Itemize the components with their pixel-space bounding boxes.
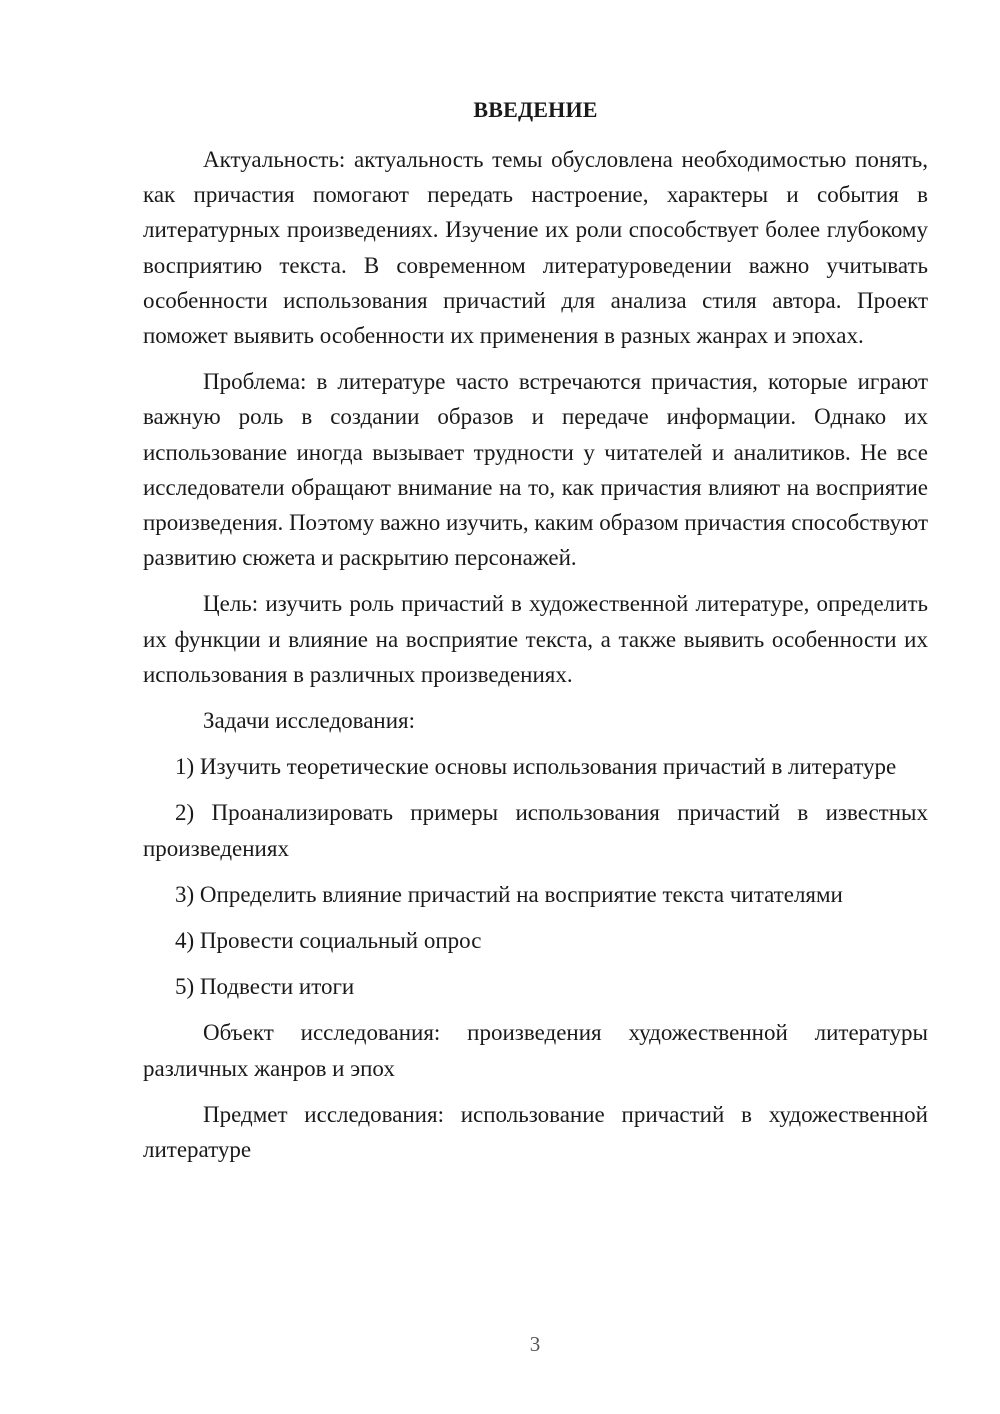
tasks-heading: Задачи исследования: — [203, 708, 416, 734]
object-paragraph: Объект исследования: произведения художественной литературы различных жанров и эпох — [143, 1020, 928, 1081]
page-number: 3 — [529, 1332, 541, 1356]
task-item-3: 3) Определить влияние причастий на восприятие текста читателями — [175, 881, 843, 907]
document-page — [143, 92, 928, 1178]
relevance-paragraph: Актуальность: актуальность темы обусловлена необходимостью понять, как причастия помогают передать настроение, характеры и события в литературных произведениях. Изучение их роли способствует более глубокому восприятию текста. В современном литературоведении важно учитывать особенности использования причастий для анализа стиля автора. Проект поможет выявить особенности их применения в разных жанрах и эпохах. — [143, 147, 928, 349]
subject-paragraph: Предмет исследования: использование причастий в художественной литературе — [143, 1101, 928, 1163]
task-item-1: 1) Изучить теоретические основы использования причастий в литературе — [175, 754, 897, 780]
task-item-4: 4) Провести социальный опрос — [175, 928, 482, 954]
problem-paragraph: Проблема: в литературе часто встречаются причастия, которые играют важную роль в создании образов и передаче информации. Однако их использование иногда вызывает трудности у читателей и аналитиков. Не все исследователи обращают внимание на то, как причастия влияют на восприятие произведения. Поэтому важно изучить, каким образом причастия способствуют развитию сюжета и раскрытию персонажей. — [143, 369, 928, 571]
goal-paragraph: Цель: изучить роль причастий в художественной литературе, определить их функции и влияние на восприятие текста, а также выявить особенности их использования в различных произведениях. — [143, 591, 928, 687]
task-item-2: 2) Проанализировать примеры использования причастий в известных произведениях — [143, 800, 928, 861]
task-item-5: 5) Подвести итоги — [175, 974, 355, 1000]
section-title: ВВЕДЕНИЕ — [473, 97, 598, 122]
